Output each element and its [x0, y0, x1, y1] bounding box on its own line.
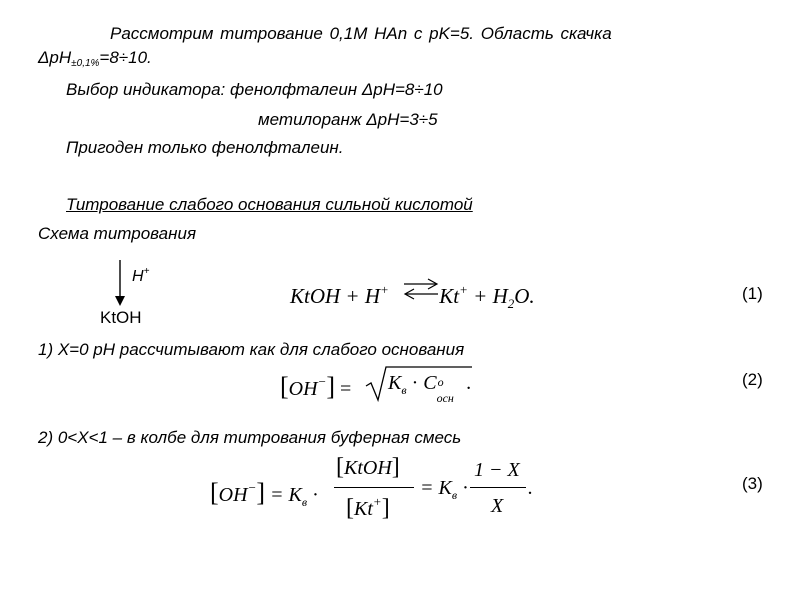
- eq3-end: .: [528, 477, 533, 499]
- eq2-kb-sub: в: [401, 383, 407, 397]
- scheme-arrow-down: [110, 258, 130, 308]
- eq3-frac1-den-charge: +: [372, 494, 382, 509]
- step2-text: 2) 0<X<1 – в колбе для титрования буферная смесь: [38, 428, 462, 447]
- step1-text: 1) X=0 рН рассчитывают как для слабого основания: [38, 340, 465, 359]
- eq2-c: C: [423, 372, 437, 394]
- eq3-frac2-bar: [470, 487, 526, 488]
- eq2-number: (2): [742, 370, 763, 389]
- eq3-equals-k: = K: [270, 484, 302, 506]
- equation-3: $[OH^-] = K_в$ ·: [210, 478, 319, 509]
- eq3-oh: OH: [218, 484, 248, 506]
- eq3-frac1-num: [KtOH]: [336, 454, 400, 480]
- delta-ph-range: [38, 48, 152, 74]
- delta-ph-prefix: ΔpH: [38, 48, 72, 67]
- eq3-kb2-sub: в: [451, 488, 458, 502]
- eq3-dot2: ·: [462, 477, 469, 499]
- eq2-equals: =: [340, 378, 352, 400]
- eq2-dot: ·: [411, 372, 419, 394]
- intro-line1: Рассмотрим титрование 0,1М HAn с рK=5. Область скачка: [110, 24, 612, 43]
- scheme-label: Схема титрования: [38, 224, 197, 243]
- eq2-oh-charge: −: [317, 374, 327, 389]
- equation-2: [OH−] =: [280, 372, 352, 401]
- eq3-frac1-den-text: Kt: [354, 498, 373, 520]
- eq1-lhs: KtOH + H: [290, 284, 381, 308]
- eq3-frac2-num: 1 − X: [474, 459, 520, 481]
- indicator-methyl: метилоранж ΔpH=3÷5: [258, 110, 438, 129]
- eq3-oh-charge: −: [247, 480, 257, 495]
- scheme-titrant-charge: +: [143, 266, 150, 277]
- equilibrium-arrows: [402, 276, 440, 302]
- section-title: Титрование слабого основания сильной кислотой: [66, 195, 473, 214]
- eq3-frac1-bar: [334, 487, 414, 488]
- eq2-kb: K: [388, 372, 402, 394]
- eq1-rhs-kt: Kt: [439, 284, 460, 308]
- eq3-equals-k2: = K: [420, 477, 452, 499]
- scheme-titrant-symbol: H: [132, 268, 144, 285]
- eq3-middle: [420, 474, 469, 509]
- eq1-rhs-o: O.: [514, 284, 535, 308]
- eq1-lhs-charge: +: [380, 282, 389, 297]
- eq3-frac1-den: [Kt+]: [346, 494, 390, 521]
- eq1-number: (1): [742, 284, 763, 303]
- eq2-end: .: [466, 372, 472, 394]
- delta-ph-value: =8÷10.: [99, 48, 152, 67]
- eq1-rhs-h: + H: [473, 284, 508, 308]
- eq3-dot: ·: [312, 484, 319, 506]
- eq3-kb-sub: в: [301, 495, 308, 509]
- eq1-rhs-kt-charge: +: [459, 282, 468, 297]
- eq3-frac2-den: X: [491, 495, 504, 517]
- eq2-c-sub: осн: [436, 391, 454, 405]
- eq2-oh: OH: [288, 378, 318, 400]
- scheme-titrant: [132, 262, 149, 287]
- delta-ph-sub: ±0,1%: [71, 58, 100, 69]
- eq3-number: (3): [742, 474, 763, 493]
- eq2-c-sup: о: [437, 375, 444, 389]
- eq1-rhs-h-sub: 2: [507, 296, 515, 311]
- indicator-conclusion: Пригоден только фенолфталеин.: [66, 138, 344, 157]
- eq3-frac1-num-text: KtOH: [344, 457, 392, 479]
- indicator-choice: Выбор индикатора: фенолфталеин ΔpH=8÷10: [66, 80, 443, 99]
- scheme-analyte: KtOH: [100, 308, 142, 327]
- eq2-radicand: [388, 370, 472, 403]
